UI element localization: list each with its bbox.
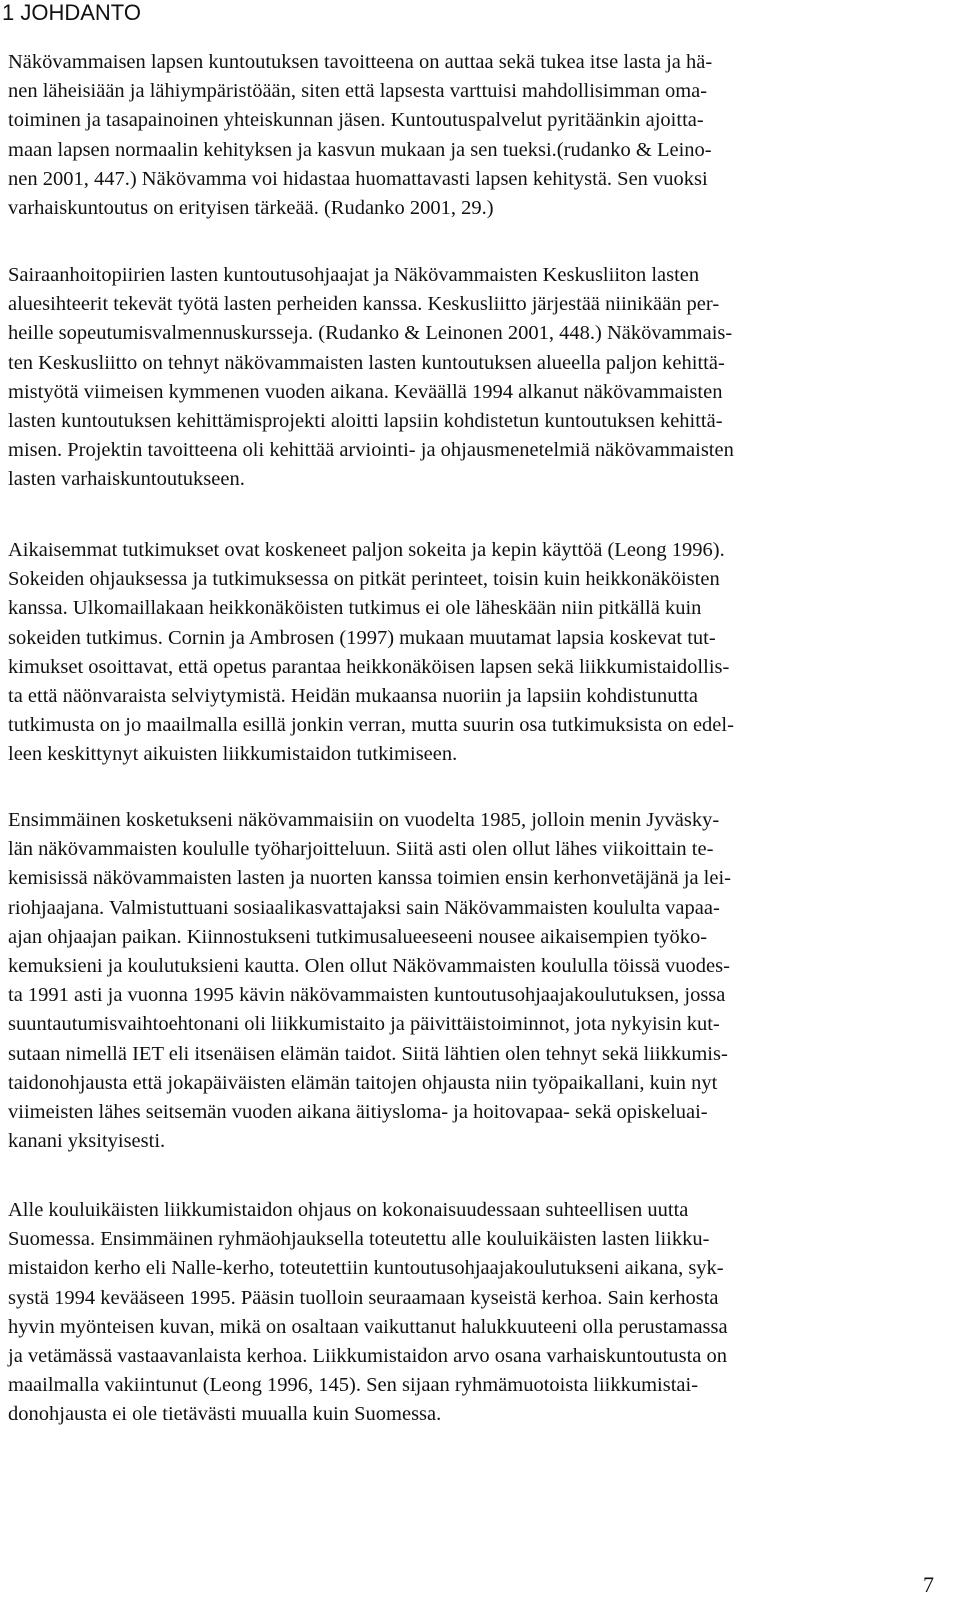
text-line: viimeisten lähes seitsemän vuoden aikana äitiysloma- ja hoitovapaa- sekä opiskeluai-: [8, 1100, 708, 1123]
paragraph-3: [8, 536, 952, 770]
text-line: ja vetämässä vastaavanlaista kerhoa. Liikkumistaidon arvo osana varhaiskuntoutusta on: [8, 1344, 728, 1367]
text-line: leen keskittynyt aikuisten liikkumistaidon tutkimiseen.: [8, 743, 458, 766]
text-line: heille sopeutumisvalmennuskursseja. (Rudanko & Leinonen 2001, 448.) Näkövammais-: [8, 322, 733, 345]
text-line: toiminen ja tasapainoinen yhteiskunnan jäsen. Kuntoutuspalvelut pyritäänkin ajoitta-: [8, 109, 704, 132]
text-line: maailmalla vakiintunut (Leong 1996, 145). Sen sijaan ryhmämuotoista liikkumistai-: [8, 1374, 699, 1397]
text-line: sokeiden tutkimus. Cornin ja Ambrosen (1997) mukaan muutamat lapsia koskevat tut-: [8, 626, 716, 649]
text-line: län näkövammaisten koululle työharjoitteluun. Siitä asti olen ollut lähes viikoittain te-: [8, 838, 714, 861]
text-line: kemisissä näkövammaisten lasten ja nuorten kanssa toimien ensin kerhonvetäjänä ja lei-: [8, 867, 731, 890]
text-line: ta 1991 asti ja vuonna 1995 kävin näkövammaisten kuntoutusohjaajakoulutuksen, jossa: [8, 984, 726, 1007]
paragraph-2: [8, 261, 952, 495]
text-line: Sokeiden ohjauksessa ja tutkimuksessa on pitkät perinteet, toisin kuin heikkonäköisten: [8, 568, 720, 591]
text-line: nen läheisiään ja lähiympäristöään, siten että lapsesta varttuisi mahdollisimman oma-: [8, 80, 708, 103]
text-line: mistaidon kerho eli Nalle-kerho, toteutettiin kuntoutusohjaajakoulutukseni aikana, syk-: [8, 1257, 724, 1280]
text-line: maan lapsen normaalin kehityksen ja kasvun mukaan ja sen tueksi.(rudanko & Leino-: [8, 138, 712, 161]
paragraph-1: [8, 48, 952, 223]
text-line: kimukset osoittavat, että opetus parantaa heikkonäköisen lapsen sekä liikkumistaidollis-: [8, 655, 730, 678]
chapter-heading: 1 JOHDANTO: [2, 0, 141, 25]
text-line: Sairaanhoitopiirien lasten kuntoutusohjaajat ja Näkövammaisten Keskusliiton lasten: [8, 264, 700, 286]
text-line: kanani yksityisesti.: [8, 1130, 166, 1153]
text-line: kanssa. Ulkomaillakaan heikkonäköisten tutkimus ei ole läheskään niin pitkällä kuin: [8, 597, 702, 620]
text-line: Näkövammaisen lapsen kuntoutuksen tavoitteena on auttaa sekä tukea itse lasta ja hä-: [8, 51, 713, 73]
text-line: ten Keskusliitto on tehnyt näkövammaisten lasten kuntoutuksen alueella paljon kehittä-: [8, 351, 725, 374]
text-line: aluesihteerit tekevät työtä lasten perheiden kanssa. Keskusliitto järjestää niinikään per-: [8, 293, 720, 316]
text-line: ajan ohjaajan paikan. Kiinnostukseni tutkimusalueeseeni nousee aikaisempien työko-: [8, 925, 708, 948]
text-line: systä 1994 kevääseen 1995. Pääsin tuolloin seuraamaan kyseistä kerhoa. Sain kerhosta: [8, 1286, 719, 1309]
text-line: suuntautumisvaihtoehtonani oli liikkumistaito ja päivittäistoiminnot, jota nykyisin kut-: [8, 1013, 720, 1036]
text-line: lasten kuntoutuksen kehittämisprojekti aloitti lapsiin kohdistetun kuntoutuksen kehittä-: [8, 409, 723, 432]
text-line: varhaiskuntoutus on erityisen tärkeää. (Rudanko 2001, 29.): [8, 196, 494, 219]
text-line: lasten varhaiskuntoutukseen.: [8, 468, 245, 491]
text-line: kemuksieni ja koulutuksieni kautta. Olen ollut Näkövammaisten koululla töissä vuodes-: [8, 954, 730, 977]
paragraph-4: [8, 806, 952, 1156]
text-line: Alle kouluikäisten liikkumistaidon ohjaus on kokonaisuudessaan suhteellisen uutta: [8, 1199, 689, 1221]
text-line: Suomessa. Ensimmäinen ryhmäohjauksella toteutettu alle kouluikäisten lasten liikku-: [8, 1228, 710, 1251]
text-line: mistyötä viimeisen kymmenen vuoden aikana. Keväällä 1994 alkanut näkövammaisten: [8, 380, 723, 403]
text-line: tutkimusta on jo maailmalla esillä jonkin verran, mutta suurin osa tutkimuksista on edel-: [8, 714, 734, 737]
text-line: Ensimmäinen kosketukseni näkövammaisiin on vuodelta 1985, jolloin menin Jyväsky-: [8, 809, 720, 831]
paragraph-5: [8, 1196, 952, 1430]
text-line: Aikaisemmat tutkimukset ovat koskeneet paljon sokeita ja kepin käyttöä (Leong 1996).: [8, 539, 725, 561]
text-line: taidonohjausta että jokapäiväisten elämän taitojen ohjausta niin työpaikallani, kuin nyt: [8, 1071, 718, 1094]
text-line: sutaan nimellä IET eli itsenäisen elämän taidot. Siitä lähtien olen tehnyt sekä liikkumis-: [8, 1042, 728, 1065]
text-line: nen 2001, 447.) Näkövamma voi hidastaa huomattavasti lapsen kehitystä. Sen vuoksi: [8, 167, 708, 190]
text-line: ta että näönvaraista selviytymistä. Heidän mukaansa nuoriin ja lapsiin kohdistunutta: [8, 684, 699, 707]
page-number: 7: [923, 1572, 934, 1597]
text-line: hyvin myönteisen kuvan, mikä on osaltaan vaikuttanut halukkuuteeni olla perustamassa: [8, 1315, 728, 1338]
text-line: misen. Projektin tavoitteena oli kehittää arviointi- ja ohjausmenetelmiä näkövammaisten: [8, 439, 734, 462]
text-line: riohjaajana. Valmistuttuani sosiaalikasvattajaksi sain Näkövammaisten koululta vapaa-: [8, 896, 720, 919]
text-line: donohjausta ei ole tietävästi muualla kuin Suomessa.: [8, 1403, 442, 1426]
